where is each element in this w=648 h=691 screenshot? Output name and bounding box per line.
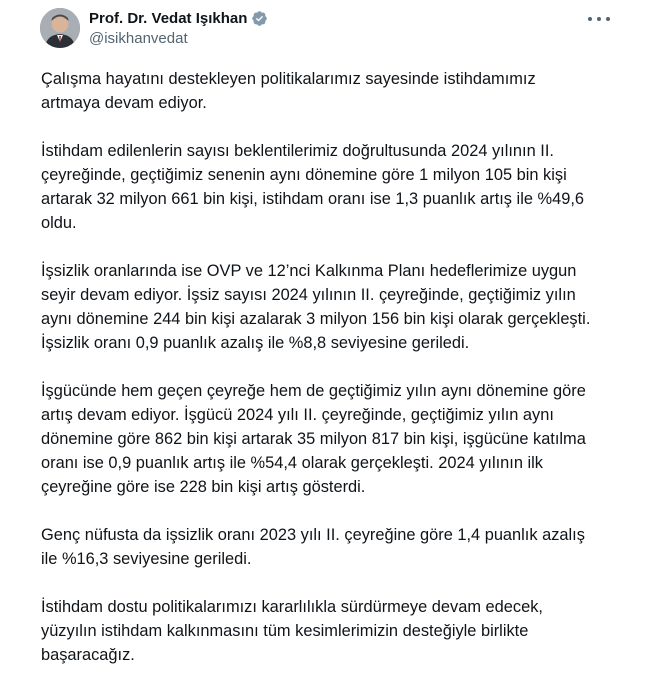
user-handle[interactable]: @isikhanvedat	[89, 30, 188, 47]
tweet-paragraph: İşsizlik oranlarında ise OVP ve 12’nci Kalkınma Planı hedeflerimize uygun seyir devam ediyor. İşsiz sayısı 2024 yılının II. çeyreğinde, geçtiğimiz yılın aynı dönemine 244 bin kişi azalarak 3 milyon 156 bin kişi olarak gerçekleşti. İşsizlik oranı 0,9 puanlık azalış ile %8,8 seviyesine geriledi.	[41, 262, 591, 352]
name-row	[89, 8, 268, 28]
display-name[interactable]: Prof. Dr. Vedat Işıkhan	[89, 9, 248, 27]
tweet-text	[41, 67, 621, 691]
tweet-paragraph: İşgücünde hem geçen çeyreğe hem de geçtiğimiz yılın aynı dönemine göre artış devam ediyor. İşgücü 2024 yılı II. çeyreğinde, geçtiğimiz yılın aynı dönemine göre 862 bin kişi artarak 35 milyon 817 bin kişi, işgücüne katılma oranı ise 0,9 puanlık artış ile %54,4 olarak gerçekleşti. 2024 yılının ilk çeyreğine göre ise 228 bin kişi artış gösterdi.	[41, 382, 586, 496]
author-info	[89, 8, 268, 49]
tweet-paragraph: Genç nüfusta da işsizlik oranı 2023 yılı II. çeyreğine göre 1,4 puanlık azalış ile %16,3 seviyesine geriledi.	[41, 526, 585, 568]
tweet-paragraph: İstihdam dostu politikalarımızı kararlılıkla sürdürmeye devam edecek, yüzyılın istihdam kalkınmasını tüm kesimlerimizin desteğiyle birlikte başaracağız.	[41, 598, 543, 664]
verified-badge-icon	[251, 10, 268, 27]
more-options-icon[interactable]	[588, 12, 610, 26]
tweet-paragraph: İstihdam edilenlerin sayısı beklentilerimiz doğrultusunda 2024 yılının II. çeyreğinde, geçtiğimiz senenin aynı dönemine göre 1 milyon 105 bin kişi artarak 32 milyon 661 bin kişi, istihdam oranı ise 1,3 puanlık artış ile %49,6 oldu.	[41, 142, 584, 232]
avatar[interactable]	[40, 8, 80, 48]
avatar-portrait-icon	[40, 8, 80, 48]
tweet-header	[40, 0, 614, 58]
tweet-paragraph: Çalışma hayatını destekleyen politikalarımız sayesinde istihdamımız artmaya devam ediyor.	[41, 70, 536, 112]
